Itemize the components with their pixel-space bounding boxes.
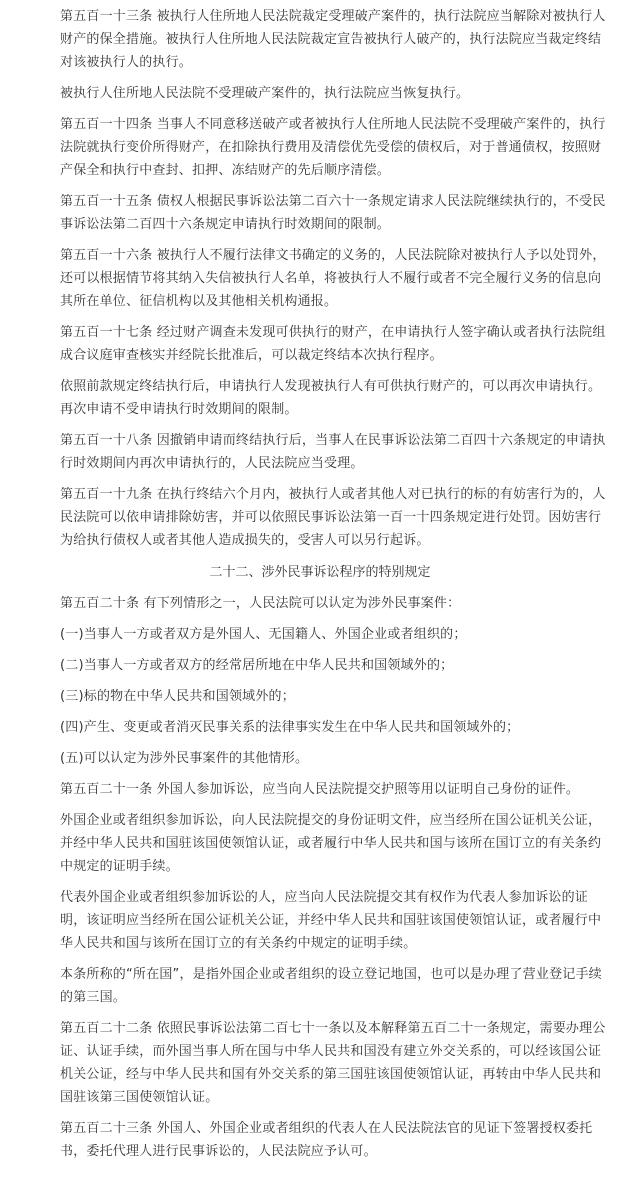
article-522: 第五百二十二条 依照民事诉讼法第二百七十一条以及本解释第五百二十一条规定，需要办理公证、认证手续，而外国当事人所在国与中华人民共和国没有建立外交关系的，可以经该国公证机关公证，经与中华人民共和国有外交关系的第三国驻该国使领馆认证，再转由中华人民共和国驻该第三国使领馆认证。: [60, 1021, 606, 1105]
article-519: 第五百一十九条 在执行终结六个月内，被执行人或者其他人对已执行的标的有妨害行为的，人民法院可以依申请排除妨害，并可以依照民事诉讼法第一百一十四条规定进行处罚。因妨害行为给执行债权人或者其他人造成损失的，受害人可以另行起诉。: [60, 487, 606, 548]
article-514: 第五百一十四条 当事人不同意移送破产或者被执行人住所地人民法院不受理破产案件的，执行法院就执行变价所得财产，在扣除执行费用及清偿优先受偿的债权后，对于普通债权，按照财产保全和执行中查封、扣押、冻结财产的先后顺序清偿。: [60, 117, 606, 178]
article-521: 第五百二十一条 外国人参加诉讼，应当向人民法院提交护照等用以证明自己身份的证件。: [60, 782, 580, 797]
article-520-item-1: (一)当事人一方或者双方是外国人、无国籍人、外国企业或者组织的；: [60, 627, 467, 642]
article-517: 第五百一十七条 经过财产调查未发现可供执行的财产，在申请执行人签字确认或者执行法院组成合议庭审查核实并经院长批准后，可以裁定终结本次执行程序。: [60, 325, 606, 363]
article-513: 第五百一十三条 被执行人住所地人民法院裁定受理破产案件的，执行法院应当解除对被执行人财产的保全措施。被执行人住所地人民法院裁定宣告被执行人破产的，执行法院应当裁定终结对该被执行人的执行。: [60, 9, 606, 70]
article-520-item-2: (二)当事人一方或者双方的经常居所地在中华人民共和国领域外的；: [60, 658, 454, 673]
article-520-item-5: (五)可以认定为涉外民事案件的其他情形。: [60, 751, 309, 766]
section-heading: 二十二、涉外民事诉讼程序的特别规定: [209, 565, 431, 580]
article-520-item-4: (四)产生、变更或者消灭民事关系的法律事实发生在中华人民共和国领域外的；: [60, 720, 520, 735]
article-518: 第五百一十八条 因撤销申请而终结执行后，当事人在民事诉讼法第二百四十六条规定的申请执行时效期间内再次申请执行的，人民法院应当受理。: [60, 433, 606, 471]
article-515: 第五百一十五条 债权人根据民事诉讼法第二百六十一条规定请求人民法院继续执行的，不受民事诉讼法第二百四十六条规定申请执行时效期间的限制。: [60, 194, 606, 232]
article-520-item-3: (三)标的物在中华人民共和国领域外的；: [60, 689, 295, 704]
article-520: 第五百二十条 有下列情形之一，人民法院可以认定为涉外民事案件：: [60, 596, 461, 611]
article-521-para-2: 外国企业或者组织参加诉讼，向人民法院提交的身份证明文件，应当经所在国公证机关公证，并经中华人民共和国驻该国使领馆认证，或者履行中华人民共和国与该所在国订立的有关条约中规定的证明手续。: [60, 813, 602, 874]
article-516: 第五百一十六条 被执行人不履行法律文书确定的义务的，人民法院除对被执行人予以处罚外，还可以根据情节将其纳入失信被执行人名单，将被执行人不履行或者不完全履行义务的信息向其所在单位、征信机构以及其他相关机构通报。: [60, 248, 606, 309]
article-521-para-3: 代表外国企业或者组织参加诉讼的人，应当向人民法院提交其有权作为代表人参加诉讼的证明，该证明应当经所在国公证机关公证，并经中华人民共和国驻该国使领馆认证，或者履行中华人民共和国与该所在国订立的有关条约中规定的证明手续。: [60, 890, 602, 951]
article-513-para-2: 被执行人住所地人民法院不受理破产案件的，执行法院应当恢复执行。: [60, 86, 470, 101]
article-523: 第五百二十三条 外国人、外国企业或者组织的代表人在人民法院法官的见证下签署授权委托书，委托代理人进行民事诉讼的，人民法院应予认可。: [60, 1121, 593, 1159]
article-521-para-4: 本条所称的“所在国”，是指外国企业或者组织的设立登记地国，也可以是办理了营业登记手续的第三国。: [60, 967, 602, 1005]
article-517-para-2: 依照前款规定终结执行后，申请执行人发现被执行人有可供执行财产的，可以再次申请执行。再次申请不受申请执行时效期间的限制。: [60, 379, 602, 417]
